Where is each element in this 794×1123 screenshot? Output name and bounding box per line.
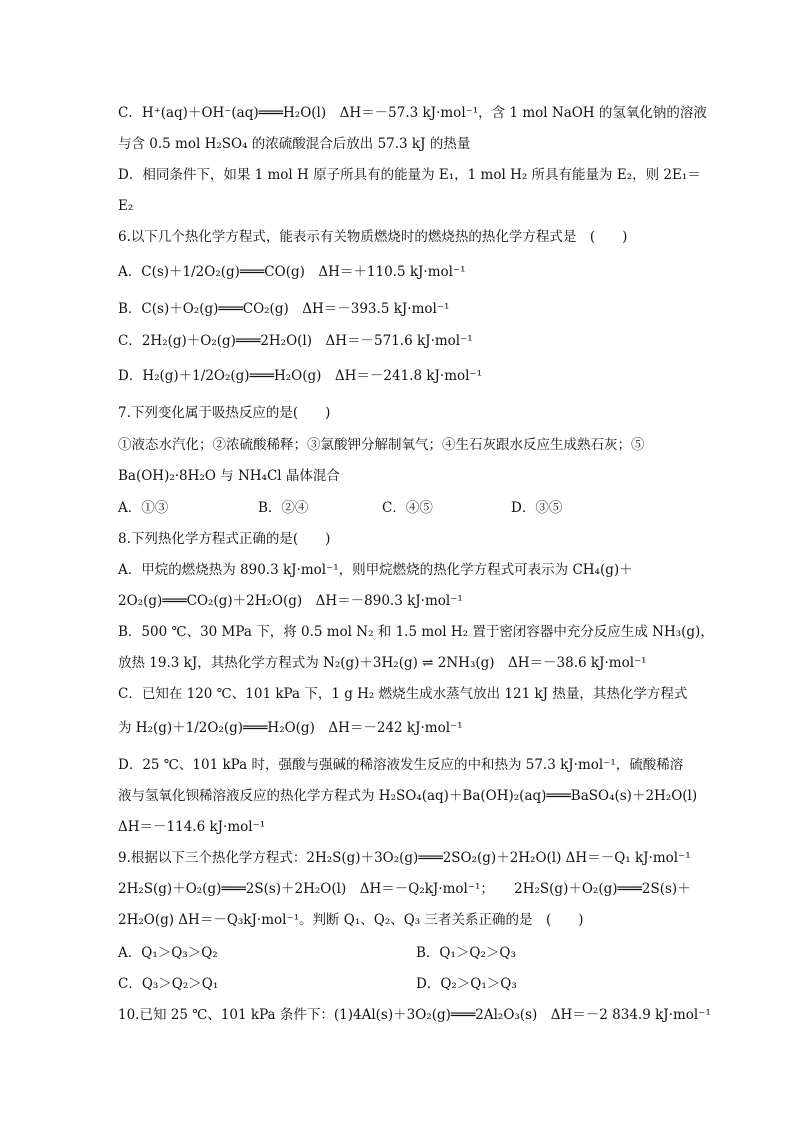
question-9-stem-line-1: 9.根据以下三个热化学方程式：2H₂S(g)＋3O₂(g)═══2SO₂(g)＋2H₂O(l) ΔH＝－Q₁ kJ·mol⁻¹ bbox=[118, 850, 691, 866]
question-8-option-d-line-1: D．25 ℃、101 kPa 时，强酸与强碱的稀溶液发生反应的中和热为 57.3 kJ·mol⁻¹，硫酸稀溶 bbox=[118, 757, 684, 773]
question-8-option-c-line-2: 为 H₂(g)＋1/2O₂(g)═══H₂O(g) ΔH＝－242 kJ·mol⁻¹ bbox=[118, 720, 463, 736]
question-8-option-b-line-1: B．500 ℃、30 MPa 下，将 0.5 mol N₂ 和 1.5 mol H₂ 置于密闭容器中充分反应生成 NH₃(g)， bbox=[118, 624, 714, 640]
question-8-stem: 8.下列热化学方程式正确的是( ) bbox=[118, 531, 331, 547]
question-9-option-a: A．Q₁＞Q₃＞Q₂ bbox=[118, 945, 218, 961]
question-6-stem: 6.以下几个热化学方程式，能表示有关物质燃烧时的燃烧热的热化学方程式是 ( ) bbox=[118, 229, 628, 245]
option-c-line-2: 与含 0.5 mol H₂SO₄ 的浓硫酸混合后放出 57.3 kJ 的热量 bbox=[118, 136, 471, 152]
question-9-stem-line-2: 2H₂S(g)＋O₂(g)═══2S(s)＋2H₂O(l) ΔH＝－Q₂kJ·mol⁻¹； 2H₂S(g)＋O₂(g)═══2S(s)＋ bbox=[118, 881, 691, 897]
option-c-line-1: C．H⁺(aq)＋OH⁻(aq)═══H₂O(l) ΔH＝－57.3 kJ·mol⁻¹，含 1 mol NaOH 的氢氧化钠的溶液 bbox=[118, 105, 707, 121]
question-9-option-d: D．Q₂＞Q₁＞Q₃ bbox=[416, 976, 517, 992]
question-7-option-d: D．③⑤ bbox=[511, 500, 563, 516]
question-8-option-d-line-3: ΔH＝－114.6 kJ·mol⁻¹ bbox=[118, 819, 266, 835]
question-6-option-a: A．C(s)＋1/2O₂(g)═══CO(g) ΔH＝＋110.5 kJ·mol⁻¹ bbox=[118, 264, 466, 280]
question-7-option-c: C．④⑤ bbox=[382, 500, 433, 516]
question-6-option-c: C．2H₂(g)＋O₂(g)═══2H₂O(l) ΔH＝－571.6 kJ·mol⁻¹ bbox=[118, 333, 473, 349]
question-7-option-b: B．②④ bbox=[258, 500, 309, 516]
question-10-stem: 10.已知 25 ℃、101 kPa 条件下：(1)4Al(s)＋3O₂(g)═══2Al₂O₃(s) ΔH＝－2 834.9 kJ·mol⁻¹ bbox=[118, 1007, 711, 1023]
option-d-line-1: D．相同条件下，如果 1 mol H 原子所具有的能量为 E₁，1 mol H₂ 所具有能量为 E₂，则 2E₁＝ bbox=[118, 167, 701, 183]
option-d-line-2: E₂ bbox=[118, 198, 134, 214]
question-8-option-a-line-1: A．甲烷的燃烧热为 890.3 kJ·mol⁻¹，则甲烷燃烧的热化学方程式可表示为 CH₄(g)＋ bbox=[118, 562, 633, 578]
question-6-option-d: D．H₂(g)＋1/2O₂(g)═══H₂O(g) ΔH＝－241.8 kJ·mol⁻¹ bbox=[118, 368, 483, 384]
question-6-option-b: B．C(s)＋O₂(g)═══CO₂(g) ΔH＝－393.5 kJ·mol⁻¹ bbox=[118, 301, 450, 317]
question-7-option-a: A．①③ bbox=[118, 500, 169, 516]
question-8-option-d-line-2: 液与氢氧化钡稀溶液反应的热化学方程式为 H₂SO₄(aq)＋Ba(OH)₂(aq)═══BaSO₄(s)＋2H₂O(l) bbox=[118, 788, 698, 804]
question-9-stem-line-3: 2H₂O(g) ΔH＝－Q₃kJ·mol⁻¹。判断 Q₁、Q₂、Q₃ 三者关系正确的是 ( ) bbox=[118, 912, 584, 928]
question-7-items-line-1: ①液态水汽化；②浓硫酸稀释；③氯酸钾分解制氧气；④生石灰跟水反应生成熟石灰；⑤ bbox=[118, 437, 645, 453]
question-7-items-line-2: Ba(OH)₂·8H₂O 与 NH₄Cl 晶体混合 bbox=[118, 468, 340, 484]
question-9-option-b: B．Q₁＞Q₂＞Q₃ bbox=[416, 945, 516, 961]
question-9-option-c: C．Q₃＞Q₂＞Q₁ bbox=[118, 976, 219, 992]
question-8-option-a-line-2: 2O₂(g)═══CO₂(g)＋2H₂O(g) ΔH＝－890.3 kJ·mol⁻¹ bbox=[118, 593, 463, 609]
question-7-stem: 7.下列变化属于吸热反应的是( ) bbox=[118, 405, 331, 421]
question-8-option-b-line-2: 放热 19.3 kJ，其热化学方程式为 N₂(g)＋3H₂(g) ⇌ 2NH₃(g) ΔH＝－38.6 kJ·mol⁻¹ bbox=[118, 655, 647, 671]
question-8-option-c-line-1: C．已知在 120 ℃、101 kPa 下，1 g H₂ 燃烧生成水蒸气放出 121 kJ 热量，其热化学方程式 bbox=[118, 686, 688, 702]
